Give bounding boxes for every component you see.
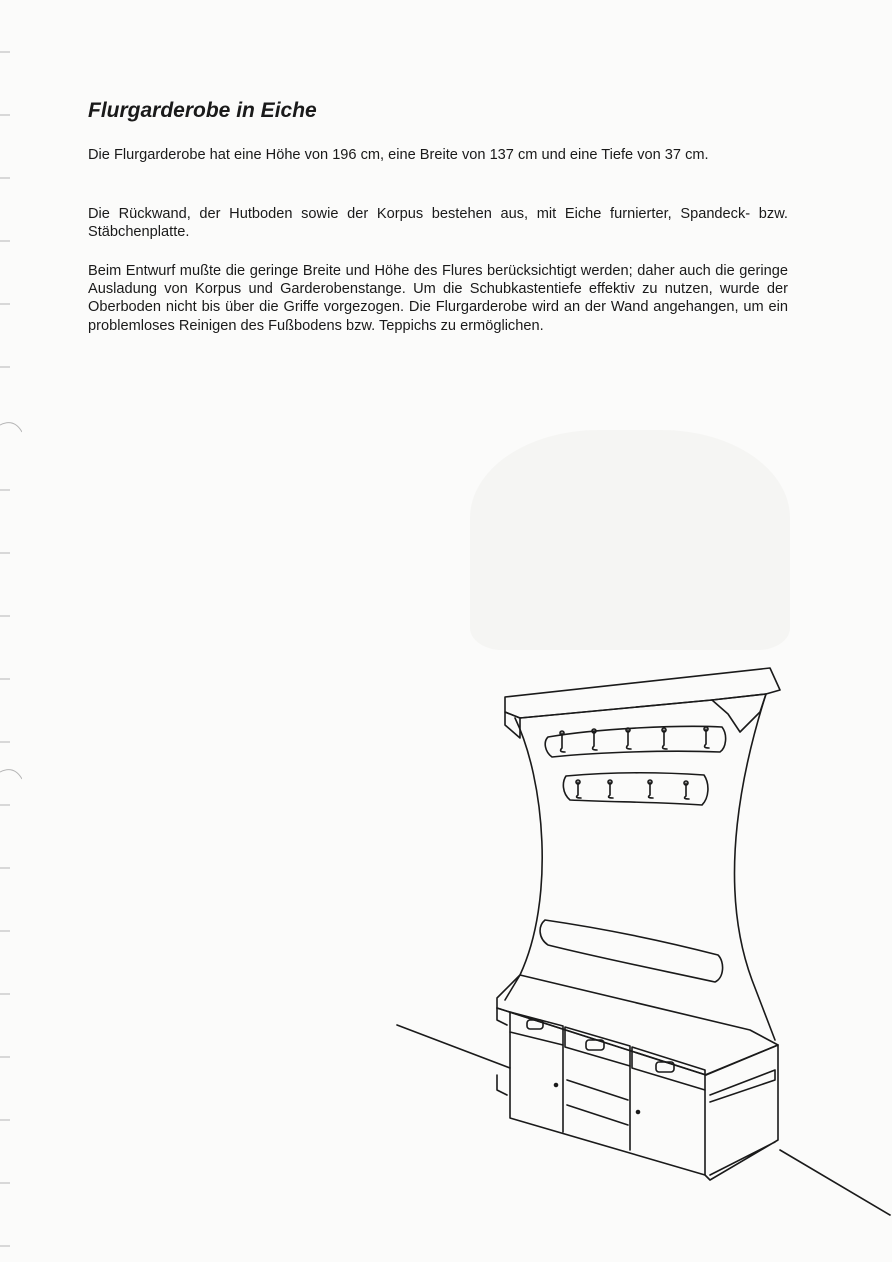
coat-hooks: [560, 727, 709, 799]
paragraph-materials: Die Rückwand, der Hutboden sowie der Korpus bestehen aus, mit Eiche furnierter, Spandeck- bzw. Stäbchenplatte.: [88, 206, 788, 241]
side-shelves-right: [705, 1045, 778, 1180]
wardrobe-illustration: [380, 655, 892, 1260]
paragraph-dimensions: Die Flurgarderobe hat eine Höhe von 196 cm, eine Breite von 137 cm und eine Tiefe von 37 cm.: [88, 147, 709, 163]
show-through-shadow: [470, 430, 790, 650]
cabinet-body: [510, 1032, 705, 1175]
cabinet-top: [497, 975, 778, 1075]
drawers: [510, 1012, 705, 1090]
garment-rail: [540, 920, 723, 982]
binder-margin-marks: [0, 0, 22, 1262]
hook-rail-top: [545, 726, 725, 757]
wall-floor-line-right: [780, 1150, 890, 1215]
wall-floor-line: [397, 1025, 510, 1068]
side-shelves-left: [497, 1008, 507, 1095]
document-title: Flurgarderobe in Eiche: [88, 99, 317, 122]
paragraph-design: Beim Entwurf mußte die geringe Breite und Höhe des Flures berücksichtigt werden; daher auch die geringe Ausladung von Korpus und Garderobenstange. Um die Schubkastentiefe effektiv zu nutzen, wurde der Oberboden nicht bis über die Griffe vorgezogen. Die Flurgarderobe wird an der Wand angehangen, um ein problemloses Reinigen des Fußbodens bzw. Teppichs zu ermöglichen.: [88, 263, 788, 334]
hat-shelf: [505, 668, 780, 718]
